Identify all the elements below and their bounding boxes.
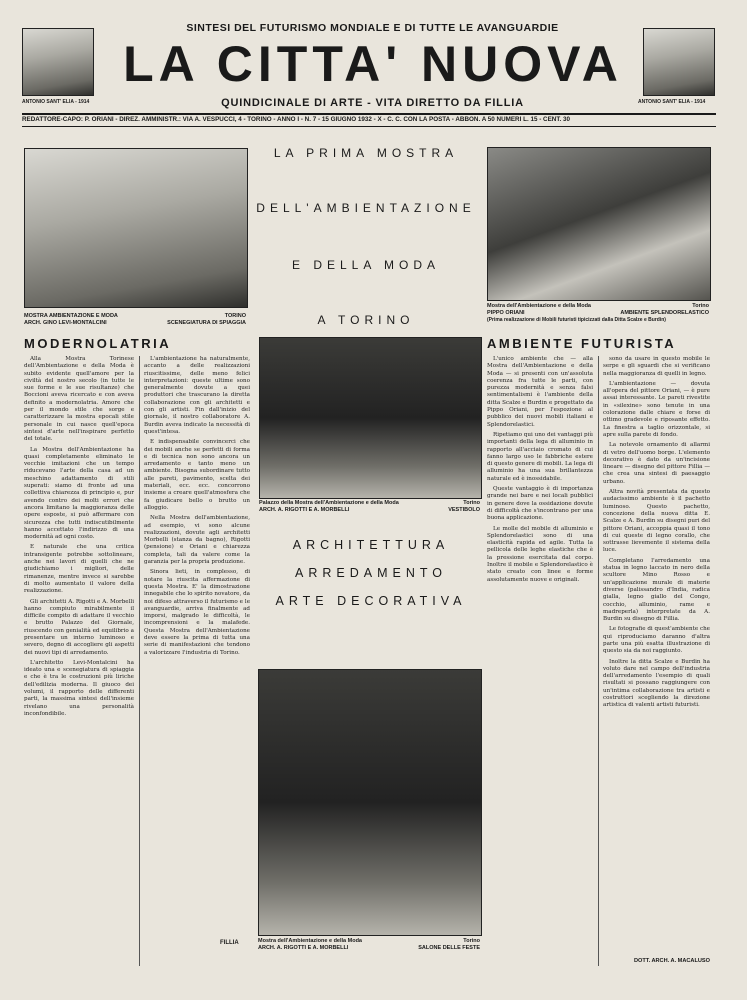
paragraph: Nella Mostra dell'ambientazione, ad esempio, vi sono alcune realizzazioni, dovute agli architetti Morbelli (stanza da bagno), Rigotti (pensione) e Oriani e chiarezza completa, tali da valere come la garanzia per la propria produzione.: [144, 515, 250, 566]
caption-top-right-b: PIPPO ORIANI: [487, 310, 525, 316]
left-vignette-caption: ANTONIO SANT' ELIA - 1914: [22, 99, 90, 105]
headline-line2: DELL'AMBIENTAZIONE: [256, 201, 476, 215]
caption-top-right-d: Torino: [692, 303, 709, 309]
caption-bottom-c: Torino: [463, 938, 480, 944]
left-vignette-image: [22, 28, 94, 96]
photo-futurist-room: [487, 147, 711, 301]
paragraph: Le molle del mobile di alluminio e Splendorelastici sono di una elasticità rapida ed agile. Tutta la pellicola delle leghe elastiche che è la pressione esercitata dal corpo. Inoltre il mobile e Splendorelastico è stato creato con linee e forme assolutamente nuove e originali.: [487, 525, 593, 583]
paragraph: Le fotografie di quest'ambiente che qui riproduciamo daranno d'altra parte una più esatta illustrazione di questo sia da noi raggiunto.: [603, 626, 710, 655]
paragraph: Inoltre la ditta Scalze e Burdin ha voluto dare nel campo dell'industria dell'arredamento l'esempio di quali risultati si possano raggiungere con un'intima collaborazione tra artisti e costruttori scegliendo la direzione artistica di valenti artisti futuristi.: [603, 658, 710, 709]
column-divider: [598, 356, 599, 966]
paragraph: La Mostra dell'Ambientazione ha quasi completamente eliminato le vecchie imitazioni che un tempo riducevano l'arte della casa ad un meschino adattamento di stili superati: siamo di fronte ad una collettiva chiarezza di principio e, pur avendo contro dei molti errori che ancora limitano la maggioranza delle opere esposte, si può affermare con sicurezza che tutti indiscutibilmente hanno accettato l'indirizzo di una modernità ad ogni costo.: [24, 446, 134, 541]
paragraph: Ripetiamo qui uno dei vantaggi più importanti della lega di alluminio in rapporto all'acciaio cromato di cui fanno largo uso le fabbriche estere di questo genere di mobili. La lega di alluminio ha una sua brillantezza naturale ed è inossidabile.: [487, 431, 593, 482]
masthead-subtitle: QUINDICINALE DI ARTE - VITA DIRETTO DA FILLIA: [221, 97, 524, 109]
caption-top-right-c: (Prima realizzazione di Mobili futuristi tipicizzati dalla Ditta Scalze e Burdin): [487, 317, 666, 323]
masthead: [0, 0, 747, 130]
caption-mid-c: Torino: [463, 500, 480, 506]
mid-headline-line2: ARREDAMENTO: [294, 566, 447, 580]
article-futurista-col4: [603, 356, 710, 956]
caption-top-right-a: Mostra dell'Ambientazione e della Moda: [487, 303, 591, 309]
headline-line4: A TORINO: [317, 313, 415, 327]
masthead-tagline: SINTESI DEL FUTURISMO MONDIALE E DI TUTTE LE AVANGUARDIE: [186, 22, 559, 34]
signature-macaluso: DOTT. ARCH. A. MACALUSO: [633, 958, 710, 964]
paragraph: L'ambientazione ha naturalmente, accanto a delle realizzazioni riuscitissime, delle meno felici interpretazioni: queste ultime sono generalmente dovute a quei produttori che trascurano la diretta collaborazione con gli architetti e con gli artisti. Fin dall'inizio del giornale, il nostro collaboratore A. Burdin aveva indicato la necessità di quest'intesa.: [144, 356, 250, 435]
right-vignette-image: [643, 28, 715, 96]
caption-bottom-b: ARCH. A. RIGOTTI E A. MORBELLI: [258, 945, 349, 951]
caption-bottom-d: SALONE DELLE FESTE: [418, 945, 480, 951]
masthead-rule-top: [22, 113, 716, 115]
paragraph: La notevole ornamento di allarmi di vetro dell'uomo borge. L'elemento decorativo è dato da un'incisione lineare — disegno del pittore Fillia — che crea una sintesi di paesaggio urbano.: [603, 442, 710, 485]
paragraph: Completano l'arredamento una statua in legno laccato in nero della scultore Mino Rosso e un'applicazione murale di materie diverse (palissandro d'India, radica gialla, legno giallo del Congo, cocchio, alluminio, rame e madreperla) interpretate da A. Burdin su disegno di Fillia.: [603, 557, 710, 623]
column-divider: [139, 356, 140, 966]
caption-top-left-c: TORINO: [224, 313, 246, 319]
caption-mid-d: VESTIBOLO: [448, 507, 480, 513]
caption-top-left-d: SCENEGIATURA DI SPIAGGIA: [167, 320, 246, 326]
caption-top-left-a: MOSTRA AMBIENTAZIONE E MODA: [24, 313, 118, 319]
paragraph: sono da usare in questo mobile le serpe e gli sguardi che si verificano nella maggioranza di quelli in legno.: [603, 356, 710, 377]
paragraph: E indispensabile convincerci che dei mobili anche se perfetti di forma e di tecnica non sono ancora un arredamento e tanto meno un ambiente. Bisogna subordinare tutto alle pareti, pavimento, scelta dei materiali, ecc. ecc. concorrono insieme a creare quell'atmosfera che fa giudicare bello o brutto un alloggio.: [144, 439, 250, 511]
caption-top-right-e: AMBIENTE SPLENDORELASTICO: [620, 310, 709, 316]
paragraph: Altra novità presentata da questo audacissimo ambiente è il pachetto luminoso. Questo pachetto, concezione della nuova ditta E. Scalze e A. Burdin su disegni puri del pittore Oriani, accoppia quasi il tono di cui queste di legno corallo, che sottrasse lievemente il sistema della luce.: [603, 489, 710, 554]
photo-salone-delle-feste: [258, 669, 482, 936]
photo-vestibule: [259, 337, 482, 499]
masthead-title: LA CITTA' NUOVA: [123, 36, 623, 92]
article-modernolatria-col2: [144, 356, 250, 968]
caption-mid-a: Palazzo della Mostra dell'Ambientazione e della Moda: [259, 500, 399, 506]
paragraph: L'unico ambiente che — alla Mostra dell'Ambientazione e della Moda — si presenti con un'assoluta coerenza fra tutte le parti, con purezza modernità e senza falsi sentimentalismi è l'ambiente della ditta Scalze e Burdin e progettato da Pippo Oriani, per l'espozione al pubblico dei nuovi mobili italiani e Splendorelastici.: [487, 356, 593, 428]
headline-line1: LA PRIMA MOSTRA: [273, 146, 459, 160]
caption-mid-b: ARCH. A. RIGOTTI E A. MORBELLI: [259, 507, 350, 513]
mid-headline-line1: ARCHITETTURA: [292, 538, 450, 552]
paragraph: L'architetto Levi-Montalcini ha ideato una e scenegiatura di spiaggia e che è tra le costruzioni più liriche dell'edilizia moderna. Il giuoco dei volumi, il rapporto delle differenti parti, la massima sintesi dell'insieme rivelano una personalità inconfondibile.: [24, 659, 134, 717]
photo-beach-scenography: [24, 148, 248, 308]
mid-headline-line3: ARTE DECORATIVA: [275, 594, 467, 608]
headline-line3: E DELLA MODA: [291, 258, 441, 272]
paragraph: Sinora lieti, in complesso, di notare la riuscita affermazione di questa Mostra. E' la dimostrazione innegabile che lo spirito novatore, da noi difeso attraverso il futurismo e le avanguardie, arriva finalmente ad imporsi, malgrado le difficoltà, le incomprensioni e la malafede. Questa Mostra dell'Ambientazione deve essere la prima di tutta una serie di manifestazioni che tendono a valorizzare l'industria di Torino.: [144, 569, 250, 656]
paragraph: Queste vantaggio è di importanza grande nei bare e nei locali pubblici in genere dove la ossidazione dovute di difficoltà che s'incontrano per una buona applicazione.: [487, 486, 593, 522]
signature-fillia: FILLIA: [220, 940, 239, 946]
section-title-modernolatria: MODERNOLATRIA: [24, 336, 172, 351]
right-vignette-caption: ANTONIO SANT' ELIA - 1914: [638, 99, 706, 105]
paragraph: E naturale che una critica intransigente potrebbe sottolineare, anche nei lavori di quelli che ne giudichiamo i migliori, delle rimanenze, mentre invece si sarebbe di molto aumentato il valore della realizzazione.: [24, 544, 134, 595]
caption-top-left-b: ARCH. GINO LEVI-MONTALCINI: [24, 320, 107, 326]
article-modernolatria-col1: [24, 356, 134, 968]
caption-bottom-a: Mostra dell'Ambientazione e della Moda: [258, 938, 362, 944]
section-title-ambiente-futurista: AMBIENTE FUTURISTA: [487, 336, 677, 351]
masthead-info-line: REDATTORE-CAPO: P. ORIANI - DIREZ. AMMINISTR.: VIA A. VESPUCCI, 4 - TORINO - ANNO I - N. 7 - 15 GIUGNO 1932 - X - C. C. CON LA POSTA - ABBON. A 50 NUMERI L. 15 - CENT. 30: [22, 116, 570, 123]
masthead-rule-bottom: [22, 126, 716, 127]
paragraph: Alla Mostra Torinese dell'Ambientazione e della Moda è subito evidente quell'amore per la civiltà del nostro secolo (in tutte le sue forme e le sue risultanze) che Boccioni aveva ricercato e con aveva definito a modernolatria. Amore che per il mondo stile che sorge e caratterizzare la mostra epocali stile personale in cui nasce quell'epoca sintesi d'arte nell'inspirare perfetto del totale.: [24, 356, 134, 443]
paragraph: L'ambientazione — dovuta all'opera del pittore Oriani, — è pure assai interessante. Le pareti rivestite in «silexine» sono tenute in una colorazione dalle chiare e forse di ottimo gradevole e riposante effetto. La finestra a taglio orizzontale, si apre sulla parete di fondo.: [603, 380, 710, 438]
article-futurista-col3: [487, 356, 593, 968]
paragraph: Gli architetti A. Rigotti e A. Morbelli hanno compiuto mirabilmente il difficile compito di adattare il vecchio e brutto Palazzo del Giornale, riuscendo con genialità ed equilibrio a presentare un interno luminoso e severo, degno di accogliere gli aspetti dei nuovi tipi di arredamento.: [24, 598, 134, 656]
